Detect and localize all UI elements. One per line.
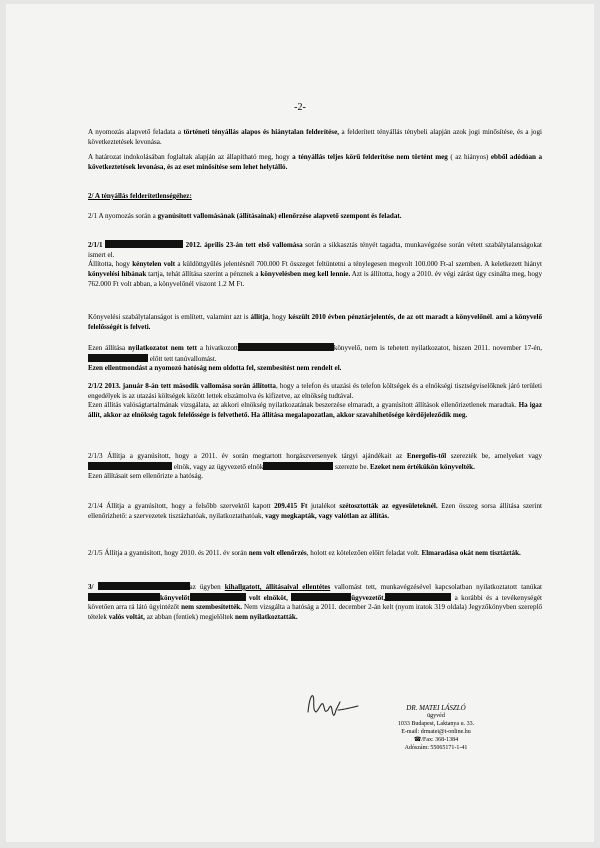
- declaration-paragraph: Ezen állítása nyilatkozatot nem tett a hivatkozott könyvelő, nem is tehetett nyilatkozatot, hiszen 2011. november 17-én, előtt tett tanúvallomást. Ezen ellentmondást a nyomozó hatóság nem oldotta fel, szembesítést nem rendelt el.: [88, 344, 542, 373]
- redaction-block: [385, 593, 451, 601]
- findings-paragraph: A határozat indokolásában foglaltak alapján az állapítható meg, hogy a tényállás teljes körű felderítése nem történt meg ( az hiányos) ebből adódóan a következtetések levonása, és az eset minősítése sem lehet helytálló.: [88, 153, 542, 171]
- accounting-paragraph: Könyvelési szabálytalanságot is említett, valamint azt is állítja, hogy készült 2010 évben pénztárjelentés, de az ott maradt a könyvelőnél. ami a könyvelő felelősségét is felveti.: [88, 313, 543, 331]
- section-3: 3/ az ügyben kihallgatott, állításaival ellentétes vallomást tett, munkavégzésével kapcsolatban nyilatkoztatott tanúkatkönyvelőt volt elnököt, ügyvezetőt, a korábbi és a tevékenységét követően arra rá látó ügyintézőt nem szembesítették. Nem vizsgálta a hatóság a 2011. december 2-án kelt (nyom iratok 319 oldala) Jegyzőkönyvben szereplő tételek valós voltát, az abban (fentiek) megjelöltek nem nyilatkoztatták.: [88, 583, 543, 622]
- lawyer-title: ügyvéd: [427, 713, 445, 719]
- lawyer-tax-number: Adószám: 55065171-1-41: [404, 745, 468, 751]
- section-heading: 2/ A tényállás felderítetlenségéhez:: [88, 192, 192, 200]
- section-2-1-4: 2/1/4 Állítja a gyanúsított, hogy a felsőbb szervektől kapott 209.415 Ft jutalékot szétosztották az egyesületeknél. Ezen összeg sorsa állítása szerint ellenőrizhető: a szervezetek tisztázhatóak, nyilatkoztathatóak, vagy megkapták, vagy valótlan az állítás.: [88, 502, 542, 520]
- redaction-block: [105, 240, 183, 248]
- section-2-1-5: 2/1/5 Állítja a gyanúsított, hogy 2010. és 2011. év során nem volt ellenőrzés, holott ez kötelezően előírt feladat volt. Elmaradása okát nem tisztázták.: [88, 549, 521, 557]
- section-2-1-1: 2/1/1 2012. április 23-án tett első vallomása során a sikkasztás tényét tagadta, munkavégzése során vétett szabálytalanságokat ismert el. Állította, hogy kénytelen volt a küldöttgyűlés jelentésnél 700.000 Ft összeget feltüntetni a ténylegesen megvolt 100.000 Ft-al szemben. A keletkezett hiányt könyvelési hibának tartja, tehát állítása szerint a pénznek a könyvelésben meg kell lennie. Azt is állította, hogy a 2010. év végi zárást úgy csinálta meg, hogy 762.000 Ft volt abban, a könyvelőnél viszont 1.2 M Ft.: [88, 241, 543, 288]
- redaction-block: [98, 582, 190, 590]
- redaction-block: [190, 593, 246, 601]
- lawyer-address: 1033 Budapest, Laktanya u. 33.: [397, 721, 475, 727]
- redaction-block: [88, 593, 160, 601]
- lawyer-email: E-mail: drmatei@t-online.hu: [401, 729, 471, 735]
- section-2-1: 2/1 A nyomozás során a gyanúsított vallomásának (állításainak) ellenőrzése alapvető szempont és feladat.: [88, 212, 402, 220]
- lawyer-name: DR. MATEI LÁSZLÓ: [406, 704, 466, 712]
- page-number: -2-: [294, 102, 306, 113]
- section-2-1-2: 2/1/2 2013. január 8-án tett második vallomása során állította, hogy a telefon és utazási és telefon költségek és a elnökségi tisztségviselőknek járó területi engedélyek is az utazási költségek között lettek elszámolva és kifizetve, az elnökség tudtával. Ezen állítás valóságtartalmának vizsgálata, az akkori elnökség nyilatkozatának beszerzése elmaradt, a gyanúsított állítások ellenőrizetlenek maradtak. Ha igaz állít, akkor az elnökség tagok felelőssége is felvethető. Ha állítása megalapozatlan, akkor szavahihetősége kérdőjeleződik meg.: [88, 382, 542, 420]
- handwritten-signature: [300, 688, 370, 722]
- redaction-block: [263, 462, 333, 470]
- redaction-block: [88, 462, 172, 470]
- lawyer-stamp: [376, 704, 496, 752]
- redaction-block: [88, 354, 148, 362]
- redaction-block: [291, 593, 351, 601]
- section-2-1-3: 2/1/3 Állítja a gyanúsított, hogy a 2011. év során megtartott horgászversenyek tárgyi ajándékait az Energofis-től szerezték be, amelyeket vagy elnök, vagy az ügyvezető elnök szerezte be. Ezeket nem értékükön könyvelték. Ezen állításait sem ellenőrizte a hatóság.: [88, 452, 542, 481]
- lawyer-fax: ☎/Fax: 368-1384: [413, 737, 459, 743]
- redaction-block: [238, 343, 334, 351]
- intro-paragraph: A nyomozás alapvető feladata a történeti tényállás alapos és hiánytalan felderítése, a felderített tényállás ténybeli alapján azok jogi minősítése, és a jogi következtetések levonása.: [88, 128, 542, 146]
